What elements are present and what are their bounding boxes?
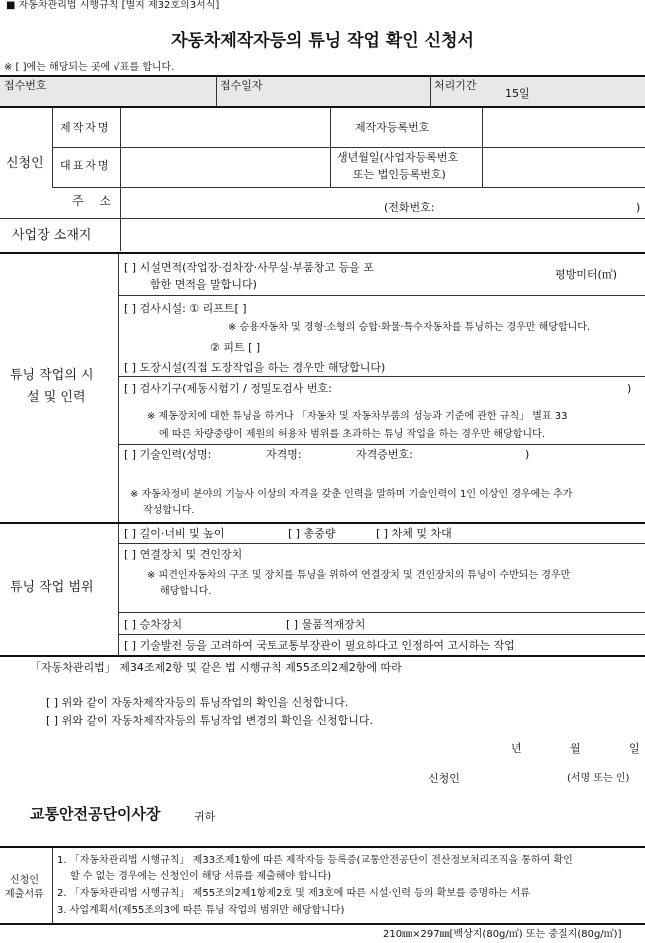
- phone-close: ): [636, 201, 641, 214]
- change-confirmation-option[interactable]: [ ] 위와 같이 자동차제작자등의 튜닝작업 변경의 확인을 신청합니다.: [46, 714, 373, 727]
- address-field[interactable]: [126, 191, 376, 215]
- representative-field[interactable]: [126, 152, 326, 182]
- document-item-1-cont: 할 수 없는 경우에는 신청인이 해당 서류를 제출해야 합니다): [70, 871, 332, 882]
- divider: [118, 444, 645, 445]
- inspection-device-note-2: 에 따른 차량중량이 제원의 허용차 범위를 초과하는 튜닝 작업을 하는 경우만 해당합니다.: [159, 429, 545, 440]
- paper-spec: 210㎜×297㎜[백상지(80g/㎡) 또는 중질지(80g/㎡)]: [383, 929, 622, 940]
- divider: [0, 218, 645, 219]
- divider: [118, 295, 645, 296]
- certificate-number-label: 자격증번호:: [356, 448, 413, 461]
- birth-date-label: 생년월일(사업자등록번호: [337, 151, 459, 164]
- receipt-date-label: 접수일자: [220, 79, 263, 92]
- body-checkbox[interactable]: [ ] 차체 및 차대: [376, 527, 452, 540]
- qualification-label: 자격명:: [266, 448, 302, 461]
- divider: [118, 376, 645, 377]
- tech-advance-checkbox[interactable]: [ ] 기술발전 등을 고려하여 국토교통부장관이 필요하다고 인정하여 고시하는 작업: [124, 639, 515, 652]
- documents-label: 신청인: [10, 875, 39, 886]
- coupling-note: ※ 피견인자동차의 구조 및 장치를 튜닝을 위하여 연결장치 및 견인장치의 튜닝이 수반되는 경우만: [147, 570, 571, 581]
- inspection-facility-note: ※ 승용자동차 및 경형·소형의 승합·화물·특수자동차를 튜닝하는 경우만 해당합니다.: [228, 322, 591, 333]
- divider: [0, 923, 645, 925]
- year-label: 년: [511, 742, 522, 755]
- divider: [0, 106, 645, 108]
- check-instruction: ※ [ ]에는 해당되는 곳에 √표를 합니다.: [4, 62, 175, 73]
- technical-staff-note: ※ 자동차정비 분야의 기능사 이상의 자격을 갖춘 인력을 말하며 기술인력이 1인 이상인 경우에는 추가: [130, 489, 573, 500]
- recipient-suffix: 귀하: [194, 810, 216, 823]
- page-title: 자동차제작자등의 튜닝 작업 확인 신청서: [171, 31, 474, 51]
- document-item-1: 1. 「자동차관리법 시행규칙」 제33조제1항에 따른 제작자등 등록증(교통안전공단이 전산정보처리조직을 통하여 확인: [57, 855, 573, 866]
- month-label: 월: [570, 742, 581, 755]
- facility-area-checkbox[interactable]: [ ] 시설면적(작업장·검차장·사무실·부품창고 등을 포: [124, 261, 374, 274]
- applicant-section-label: 신청인: [6, 156, 44, 171]
- divider: [216, 76, 217, 106]
- divider: [0, 75, 645, 77]
- divider: [0, 655, 645, 657]
- document-item-3: 3. 사업계획서(제55조의3에 따른 튜닝 작업의 범위만 해당합니다): [57, 905, 345, 916]
- pit-checkbox[interactable]: ② 피트 [ ]: [210, 341, 261, 354]
- area-unit: 평방미터(㎡): [555, 268, 618, 281]
- business-site-label: 사업장 소재지: [12, 228, 92, 243]
- documents-label-2: 제출서류: [5, 889, 44, 900]
- maker-name-field[interactable]: [126, 115, 326, 143]
- inspection-facility-checkbox[interactable]: [ ] 검사시설: ① 리프트[ ]: [124, 302, 247, 315]
- divider: [120, 108, 121, 251]
- technical-staff-close: ): [525, 448, 530, 461]
- coupling-checkbox[interactable]: [ ] 연결장치 및 견인장치: [124, 548, 243, 561]
- inspection-device-checkbox[interactable]: [ ] 검사기구(제동시험기 / 정밀도검사 번호:: [124, 382, 332, 395]
- cargo-checkbox[interactable]: [ ] 물품적재장치: [286, 618, 366, 631]
- divider: [52, 147, 645, 148]
- divider: [52, 187, 645, 188]
- divider: [0, 846, 645, 848]
- weight-checkbox[interactable]: [ ] 총중량: [288, 527, 336, 540]
- confirmation-option[interactable]: [ ] 위와 같이 자동차제작자등의 튜닝작업의 확인을 신청합니다.: [46, 696, 349, 709]
- technical-staff-checkbox[interactable]: [ ] 기술인력(성명:: [124, 448, 212, 461]
- divider: [430, 76, 431, 106]
- divider: [118, 543, 645, 544]
- legal-basis: 「자동차관리법」 제34조제2항 및 같은 법 시행규칙 제55조의2제2항에 따라: [30, 661, 402, 674]
- representative-label: 대표자명: [60, 159, 111, 172]
- divider: [0, 522, 645, 524]
- signature-field[interactable]: (서명 또는 인): [567, 773, 630, 784]
- size-checkbox[interactable]: [ ] 길이·너비 및 높이: [124, 527, 225, 540]
- recipient-name: 교통안전공단이사장: [30, 805, 161, 823]
- facility-area-desc: 함한 면적을 말합니다): [150, 278, 257, 291]
- divider: [118, 634, 645, 635]
- phone-label: (전화번호:: [384, 201, 435, 214]
- form-reference: ■ 자동차관리법 시행규칙 [별지 제32호의3서식]: [6, 0, 220, 11]
- business-site-field[interactable]: [126, 224, 636, 248]
- maker-registration-label: 제작자등록번호: [355, 121, 430, 134]
- receipt-number-label: 접수번호: [4, 79, 47, 92]
- document-item-2: 2. 「자동차관리법 시행규칙」 제55조의2제1항제2호 및 제3호에 따른 시설·인력 등의 확보를 증명하는 서류: [57, 888, 530, 899]
- birth-date-label-2: 또는 법인등록번호): [353, 168, 446, 181]
- maker-name-label: 제작자명: [60, 121, 111, 134]
- facility-section-label: 튜닝 작업의 시: [10, 368, 94, 383]
- maker-registration-field[interactable]: [488, 115, 638, 143]
- scope-section-label: 튜닝 작업 범위: [10, 580, 94, 595]
- processing-period-value: 15일: [505, 87, 530, 100]
- address-label: 주 소: [72, 194, 117, 208]
- applicant-signature-label: 신청인: [428, 772, 460, 785]
- inspection-device-note: ※ 제동장치에 대한 튜닝을 하거나 「자동차 및 자동차부품의 성능과 기준에 관한 규칙」 별표 33: [147, 411, 568, 422]
- technical-staff-note-2: 작성합니다.: [143, 505, 195, 516]
- day-label: 일: [629, 742, 640, 755]
- birth-date-field[interactable]: [488, 152, 638, 182]
- divider: [118, 612, 645, 613]
- inspection-device-close: ): [627, 382, 632, 395]
- facility-section-label-2: 설 및 인력: [27, 390, 86, 405]
- divider: [0, 252, 645, 254]
- paint-facility-checkbox[interactable]: [ ] 도장시설(직접 도장작업을 하는 경우만 해당합니다): [124, 361, 386, 374]
- seat-checkbox[interactable]: [ ] 승차장치: [124, 618, 183, 631]
- divider: [52, 848, 53, 923]
- coupling-note-2: 해당합니다.: [160, 586, 212, 597]
- receipt-row-background: [0, 76, 645, 106]
- processing-period-label: 처리기간: [434, 79, 477, 92]
